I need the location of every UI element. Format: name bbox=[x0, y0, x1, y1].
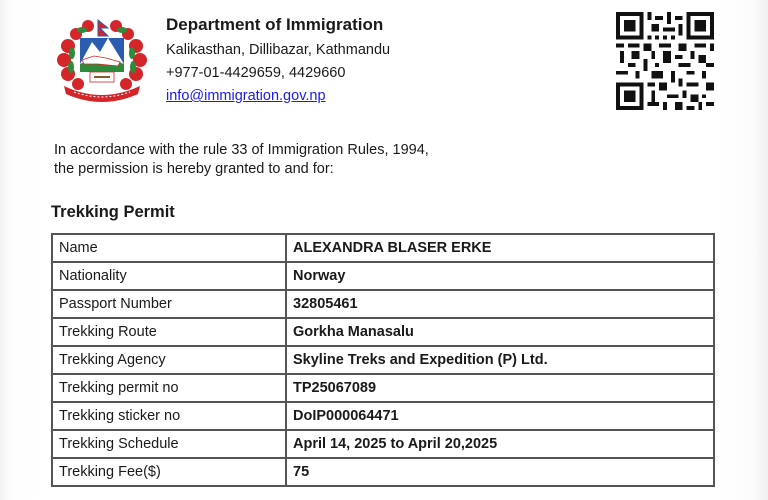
table-row bbox=[52, 262, 714, 290]
permit-details-table bbox=[51, 233, 715, 487]
row-label: Trekking sticker no bbox=[52, 402, 286, 430]
row-label: Trekking Schedule bbox=[52, 430, 286, 458]
row-label: Trekking Route bbox=[52, 318, 286, 346]
header bbox=[166, 16, 390, 104]
table-row bbox=[52, 402, 714, 430]
row-value: Skyline Treks and Expedition (P) Ltd. bbox=[286, 346, 714, 374]
table-row bbox=[52, 290, 714, 318]
department-name: Department of Immigration bbox=[166, 15, 384, 34]
row-label: Trekking permit no bbox=[52, 374, 286, 402]
table-row bbox=[52, 234, 714, 262]
qr-code-icon bbox=[616, 12, 714, 110]
row-value: DoIP000064471 bbox=[286, 402, 714, 430]
table-row bbox=[52, 318, 714, 346]
row-value: ALEXANDRA BLASER ERKE bbox=[286, 234, 714, 262]
row-value: Gorkha Manasalu bbox=[286, 318, 714, 346]
phone: +977-01-4429659, 4429660 bbox=[166, 64, 346, 81]
row-value: April 14, 2025 to April 20,2025 bbox=[286, 430, 714, 458]
row-label: Trekking Agency bbox=[52, 346, 286, 374]
permit-title: Trekking Permit bbox=[51, 203, 175, 221]
row-label: Trekking Fee($) bbox=[52, 458, 286, 486]
table-row bbox=[52, 458, 714, 486]
address: Kalikasthan, Dillibazar, Kathmandu bbox=[166, 42, 391, 58]
nepal-emblem-icon bbox=[54, 16, 150, 102]
row-label: Name bbox=[52, 234, 286, 262]
table-row bbox=[52, 374, 714, 402]
row-label: Nationality bbox=[52, 262, 286, 290]
email-link[interactable]: info@immigration.gov.np bbox=[166, 88, 326, 104]
row-label: Passport Number bbox=[52, 290, 286, 318]
row-value: Norway bbox=[286, 262, 714, 290]
row-value: 32805461 bbox=[286, 290, 714, 318]
table-row bbox=[52, 346, 714, 374]
row-value: TP25067089 bbox=[286, 374, 714, 402]
table-row bbox=[52, 430, 714, 458]
row-value: 75 bbox=[286, 458, 714, 486]
intro-text: In accordance with the rule 33 of Immigration Rules, 1994, the permission is hereby granted to and for: bbox=[54, 142, 429, 177]
